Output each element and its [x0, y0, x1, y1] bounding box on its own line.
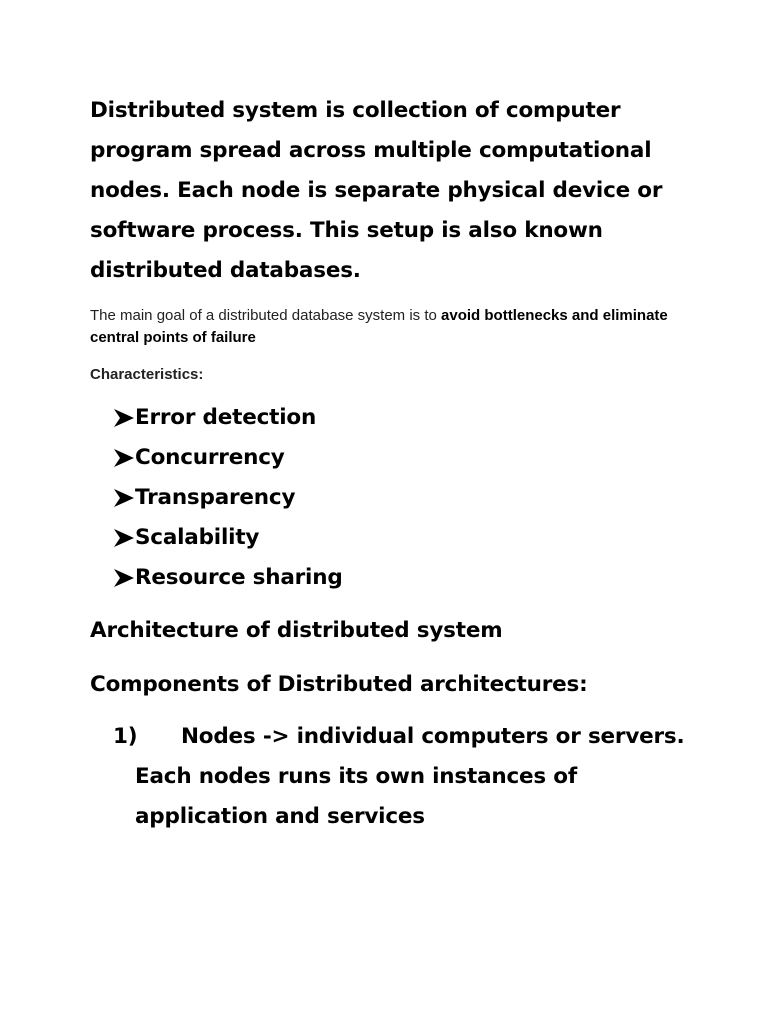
item-number: 1) [113, 724, 138, 749]
item-first-line: Nodes -> individual computers or servers. [181, 724, 685, 749]
components-heading: Components of Distributed architectures: [90, 672, 588, 697]
goal-paragraph [90, 305, 690, 349]
intro-paragraph: Distributed system is collection of computer program spread across multiple computational nodes. Each node is separate physical device or software process. This setup is also known distributed databases. [90, 98, 663, 283]
list-item [113, 478, 343, 518]
arrowhead-bullet-icon [113, 448, 135, 468]
list-item [113, 558, 343, 598]
arrowhead-bullet-icon [113, 528, 135, 548]
goal-prefix: The main goal of a distributed database system is to [90, 307, 442, 324]
characteristic-label: Scalability [135, 525, 260, 550]
architecture-heading: Architecture of distributed system [90, 618, 503, 643]
characteristics-list [113, 398, 343, 598]
goal-emphasis: avoid bottlenecks and eliminate central points of failure [90, 307, 668, 346]
components-list-item [113, 717, 693, 837]
list-item [113, 398, 343, 438]
characteristics-label: Characteristics: [90, 366, 204, 383]
list-item [113, 518, 343, 558]
item-continuation: Each nodes runs its own instances of application and services [135, 764, 578, 829]
characteristic-label: Error detection [135, 405, 317, 430]
list-item [113, 438, 343, 478]
arrowhead-bullet-icon [113, 488, 135, 508]
characteristic-label: Resource sharing [135, 565, 343, 590]
characteristic-label: Concurrency [135, 445, 285, 470]
arrowhead-bullet-icon [113, 408, 135, 428]
characteristic-label: Transparency [135, 485, 296, 510]
arrowhead-bullet-icon [113, 568, 135, 588]
